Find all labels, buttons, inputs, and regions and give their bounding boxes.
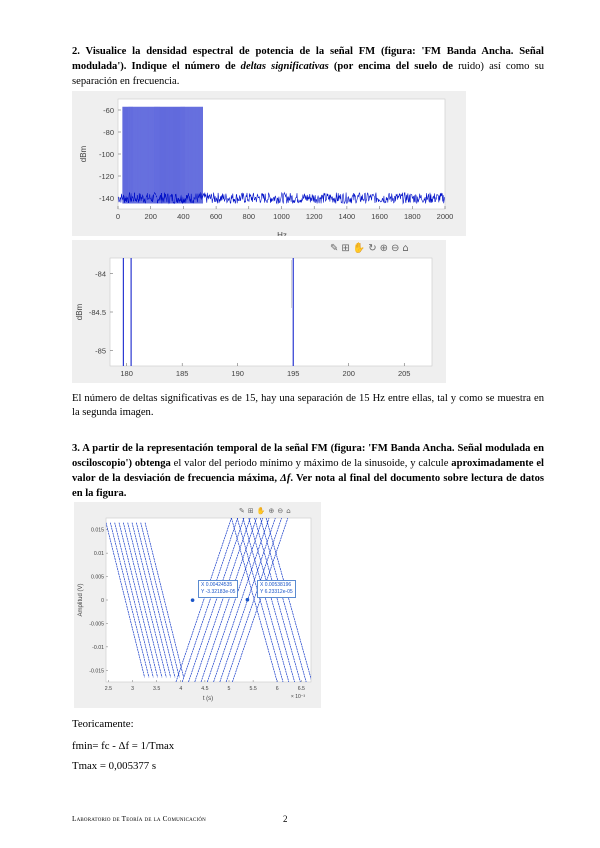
datatip-1-y: Y -3.32183e-05 (201, 589, 236, 595)
top-xtick-label: 1800 (403, 212, 421, 221)
osc-xtick-label: 3.5 (153, 686, 161, 692)
datatip-1-x: X 0.00424535 (201, 582, 233, 588)
zoom-ytick-label: -84.5 (88, 308, 106, 317)
osc-xtick-label: 4 (179, 686, 183, 692)
spectrum-figure-zoom (72, 240, 446, 383)
top-xtick-label: 600 (209, 212, 223, 221)
zoom-ytick-label: -84 (95, 269, 106, 279)
tmax-value: Tmax = 0,005377 s (72, 760, 157, 772)
zoom-ytick-label: -85 (95, 346, 106, 356)
datatip-icon[interactable]: ⊞ (247, 507, 254, 515)
zoom-xtick-label: 200 (342, 369, 355, 378)
osc-xtick-label: 5.5 (249, 686, 257, 692)
question-3-heading (72, 441, 544, 501)
osc-xtick-label: 3 (131, 686, 134, 692)
home-icon[interactable]: ⌂ (286, 507, 291, 515)
zoom-out-icon[interactable]: ⊖ (277, 507, 284, 515)
datatip-marker[interactable] (246, 598, 250, 602)
footer-lab-title: Laboratorio de Teoría de la Comunicación (72, 815, 206, 823)
osc-xtick-label: 6.5 (297, 686, 305, 692)
top-xtick-label: 1200 (305, 212, 323, 221)
osc-xtick-label: 2.5 (104, 686, 113, 692)
zoom-xtick-label: 185 (175, 369, 189, 378)
osc-ytick-label: 0.01 (93, 551, 104, 558)
answer-2-text: El número de deltas significativas es de 15, hay una separación de 15 Hz entre ellas, tal y como se muestra en la segunda imagen. (72, 393, 544, 418)
oscilloscope-plot (74, 502, 321, 708)
datatip-marker[interactable] (191, 598, 195, 602)
zoom-xtick-label: 190 (231, 369, 244, 378)
top-xtick-label: 1600 (371, 212, 388, 221)
top-ylabel: dBm (79, 145, 88, 163)
top-ytick-label: -140 (98, 194, 114, 203)
brush-icon[interactable]: ✎ (330, 243, 339, 254)
zoom-in-icon[interactable]: ⊕ (379, 243, 389, 254)
top-ytick-label: -100 (98, 150, 114, 159)
pan-icon[interactable]: ✋ (352, 243, 366, 254)
spectrum-figure-top (72, 91, 466, 236)
top-xtick-label: 1000 (273, 212, 290, 221)
question-3-bold-text-3: . Ver nota al final del documento sobre lectura de datos en la figura. (72, 473, 544, 499)
brush-icon[interactable]: ✎ (239, 507, 245, 515)
datatip-1[interactable] (198, 580, 238, 598)
osc-exponent: × 10⁻³ (290, 694, 306, 700)
top-ytick-label: -120 (98, 172, 114, 181)
question-2-bold-text: 2. Visualice la densidad espectral de potencia de la señal FM (figura: 'FM Banda Ancha. Señal modulada'). Indique el número de (72, 46, 544, 72)
zoom-xtick-label: 205 (397, 369, 411, 378)
datatip-2-y: Y 6.23312e-05 (260, 589, 293, 595)
top-xtick-label: 400 (177, 212, 190, 221)
osc-ytick-label: 0.015 (91, 527, 104, 534)
theory-label: Teoricamente: (72, 718, 134, 730)
datatip-icon[interactable]: ⊞ (341, 243, 350, 254)
delta-f-symbol: Δf (280, 473, 291, 484)
osc-ytick-label: -0.005 (89, 621, 104, 628)
question-2-bold-text-2: (por encima del suelo de (328, 61, 453, 72)
rotate-icon[interactable]: ↻ (368, 243, 377, 254)
question-2-italic-term: deltas significativas (240, 61, 329, 72)
osc-ytick-label: 0.005 (91, 574, 104, 581)
question-2-rest-text: ruido) así como su separación en frecuencia. (72, 61, 544, 87)
page-number: 2 (283, 814, 288, 824)
question-3-bold-text: 3. A partir de la representación temporal de la señal FM (figura: 'FM Banda Ancha. Señal modulada en osciloscopio') obtenga (72, 443, 544, 469)
zoom-xtick-label: 195 (286, 369, 300, 378)
osc-ytick-label: 0 (101, 598, 104, 604)
osc-xtick-label: 6 (275, 686, 279, 692)
osc-xtick-label: 5 (227, 686, 231, 692)
spectrum-plot-top (72, 91, 466, 236)
spectrum-plot-zoom (72, 240, 446, 383)
osc-ytick-label: -0.015 (89, 668, 104, 675)
zoom-ylabel: dBm (75, 303, 84, 321)
home-icon[interactable]: ⌂ (402, 243, 409, 254)
osc-ytick-label: -0.01 (92, 644, 104, 651)
datatip-2[interactable] (257, 580, 296, 598)
top-xtick-label: 800 (242, 212, 256, 221)
top-ytick-label: -60 (103, 106, 114, 115)
zoom-in-icon[interactable]: ⊕ (268, 507, 275, 515)
osc-ylabel: Amplitud (V) (78, 583, 84, 617)
oscilloscope-figure (74, 502, 321, 708)
zoom-xtick-label: 180 (120, 369, 133, 378)
top-xtick-label: 200 (144, 212, 157, 221)
pan-icon[interactable]: ✋ (256, 507, 266, 515)
fmin-equation: fmin= fc - Δf = 1/Tmax (72, 740, 175, 752)
top-xtick-label: 2000 (436, 212, 454, 221)
zoom-out-icon[interactable]: ⊖ (391, 243, 400, 254)
osc-xtick-label: 4.5 (201, 686, 209, 692)
question-2-heading (72, 44, 544, 89)
top-ytick-label: -80 (103, 128, 114, 137)
top-xtick-label: 0 (115, 212, 121, 221)
question-3-bold-text-2: aproximadamente el valor de la desviación de frecuencia máxima, (72, 458, 544, 484)
datatip-2-x: X 0.00538196 (260, 582, 292, 588)
question-3-rest-text: el valor del periodo mínimo y máximo de la sinusoide, y calcule (170, 458, 452, 469)
top-xlabel: Hz (277, 231, 287, 236)
osc-xlabel: t (s) (202, 696, 214, 702)
top-xtick-label: 1400 (338, 212, 356, 221)
